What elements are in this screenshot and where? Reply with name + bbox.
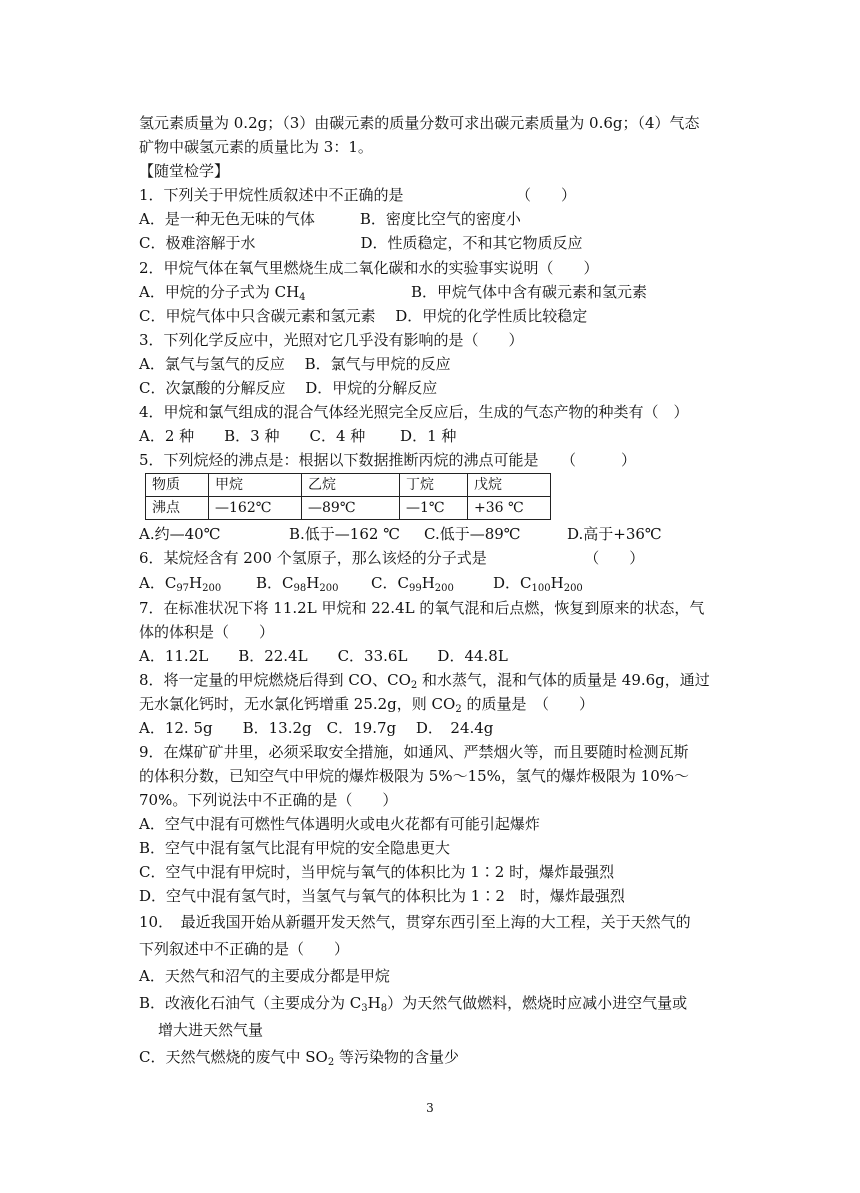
question-1-options-ab: A．是一种无色无味的气体 B．密度比空气的密度小 (139, 210, 521, 228)
question-1-options-cd: C．极难溶解于水 D．性质稳定，不和其它物质反应 (139, 234, 583, 252)
section-heading: 【随堂检学】 (139, 162, 230, 180)
table-cell: —89℃ (302, 497, 400, 520)
question-9-continued: 的体积分数，已知空气中甲烷的爆炸极限为 5%～15%，氢气的爆炸极限为 10%～ (139, 767, 690, 785)
option-c: C.低于—89℃ (424, 525, 521, 543)
option-a: A．$C_{97}H_{200}$ (139, 574, 222, 594)
option-a: A.约—40℃ (139, 525, 221, 543)
question-5: 5．下列烷烃的沸点是：根据以下数据推断丙烷的沸点可能是 （ ） (139, 451, 637, 469)
question-10-option-c: C．天然气燃烧的废气中 $SO_2$ 等污染物的含量少 (139, 1048, 459, 1068)
question-2: 2．甲烷气体在氧气里燃烧生成二氧化碳和水的实验事实说明（ ） (139, 259, 599, 277)
question-7: 7．在标准状况下将 11.2L 甲烷和 22.4L 的氧气混和后点燃，恢复到原来的状态，气 (139, 599, 705, 617)
question-10-option-b: B．改液化石油气（主要成分为 $C_3H_8$）为天然气做燃料，燃烧时应减小进空气量或 (139, 994, 688, 1014)
question-9-option-a: A．空气中混有可燃性气体遇明火或电火花都有可能引起爆炸 (139, 815, 540, 833)
table-row (146, 474, 551, 497)
option-c: C．$C_{99}H_{200}$ (371, 574, 454, 594)
table-cell: 戊烷 (468, 474, 551, 497)
table-cell: 沸点 (146, 497, 209, 520)
table-cell: 丁烷 (400, 474, 468, 497)
question-4: 4．甲烷和氯气组成的混合气体经光照完全反应后，生成的气态产物的种类有（ ） (139, 403, 689, 421)
table-cell: +36 ℃ (468, 497, 551, 520)
question-8-continued: 无水氯化钙时，无水氯化钙增重 25.2g，则 $CO_2$ 的质量是 （ ） (139, 695, 594, 715)
question-1: 1．下列关于甲烷性质叙述中不正确的是 （ ） (139, 186, 577, 204)
option-a: A．甲烷的分子式为 $CH_4$ (139, 283, 306, 303)
table-cell: 乙烷 (302, 474, 400, 497)
question-7-continued: 体的体积是（ ） (139, 623, 275, 641)
question-10-option-a: A．天然气和沼气的主要成分都是甲烷 (139, 967, 390, 985)
question-10: 10． 最近我国开始从新疆开发天然气，贯穿东西引至上海的大工程，关于天然气的 (139, 913, 691, 931)
question-7-options: A．11.2L B．22.4L C．33.6L D．44.8L (139, 647, 508, 665)
option-b: B.低于—162 ℃ (289, 525, 400, 543)
question-10-option-b-continued: 增大进天然气量 (158, 1021, 264, 1039)
question-9-option-c: C．空气中混有甲烷时，当甲烷与氧气的体积比为 1∶2 时，爆炸最强烈 (139, 863, 615, 881)
question-3-options-ab: A．氯气与氢气的反应 B．氯气与甲烷的反应 (139, 355, 451, 373)
text-line: 矿物中碳氢元素的质量比为 3：1。 (139, 138, 373, 156)
table-row (146, 497, 551, 520)
question-8-options: A．12. 5g B．13.2g C．19.7g D． 24.4g (139, 719, 494, 737)
option-d: D.高于+36℃ (567, 525, 662, 543)
question-4-options: A．2 种 B．3 种 C．4 种 D．1 种 (139, 427, 457, 445)
question-6: 6．某烷烃含有 200 个氢原子，那么该烃的分子式是 （ ） (139, 549, 645, 567)
question-2-options-cd: C．甲烷气体中只含碳元素和氢元素 D．甲烷的化学性质比较稳定 (139, 307, 588, 325)
question-2-options-ab (139, 282, 739, 302)
table-cell: —1℃ (400, 497, 468, 520)
question-3-options-cd: C．次氯酸的分解反应 D．甲烷的分解反应 (139, 379, 438, 397)
table-cell: 物质 (146, 474, 209, 497)
boiling-point-table (145, 473, 551, 520)
option-b: B．甲烷气体中含有碳元素和氢元素 (411, 283, 648, 301)
question-9-continued: 70%。下列说法中不正确的是（ ） (139, 791, 398, 809)
question-9-option-b: B．空气中混有氢气比混有甲烷的安全隐患更大 (139, 839, 451, 857)
question-10-continued: 下列叙述中不正确的是（ ） (139, 940, 350, 958)
option-d: D．$C_{100}H_{200}$ (493, 574, 583, 594)
question-3: 3．下列化学反应中，光照对它几乎没有影响的是（ ） (139, 331, 524, 349)
question-8: 8．将一定量的甲烷燃烧后得到 CO、$CO_2$ 和水蒸气，混和气体的质量是 49.6g，通过 (139, 671, 710, 691)
question-9-option-d: D．空气中混有氢气时，当氢气与氧气的体积比为 1∶2 时，爆炸最强烈 (139, 887, 625, 905)
option-b: B．$C_{98}H_{200}$ (256, 574, 339, 594)
table-cell: 甲烷 (209, 474, 302, 497)
text-line: 氢元素质量为 0.2g；（3）由碳元素的质量分数可求出碳元素质量为 0.6g；（4）气态 (139, 114, 700, 132)
question-9: 9．在煤矿矿井里，必须采取安全措施，如通风、严禁烟火等，而且要随时检测瓦斯 (139, 743, 689, 761)
page-number: 3 (426, 1101, 434, 1115)
table-cell: —162℃ (209, 497, 302, 520)
